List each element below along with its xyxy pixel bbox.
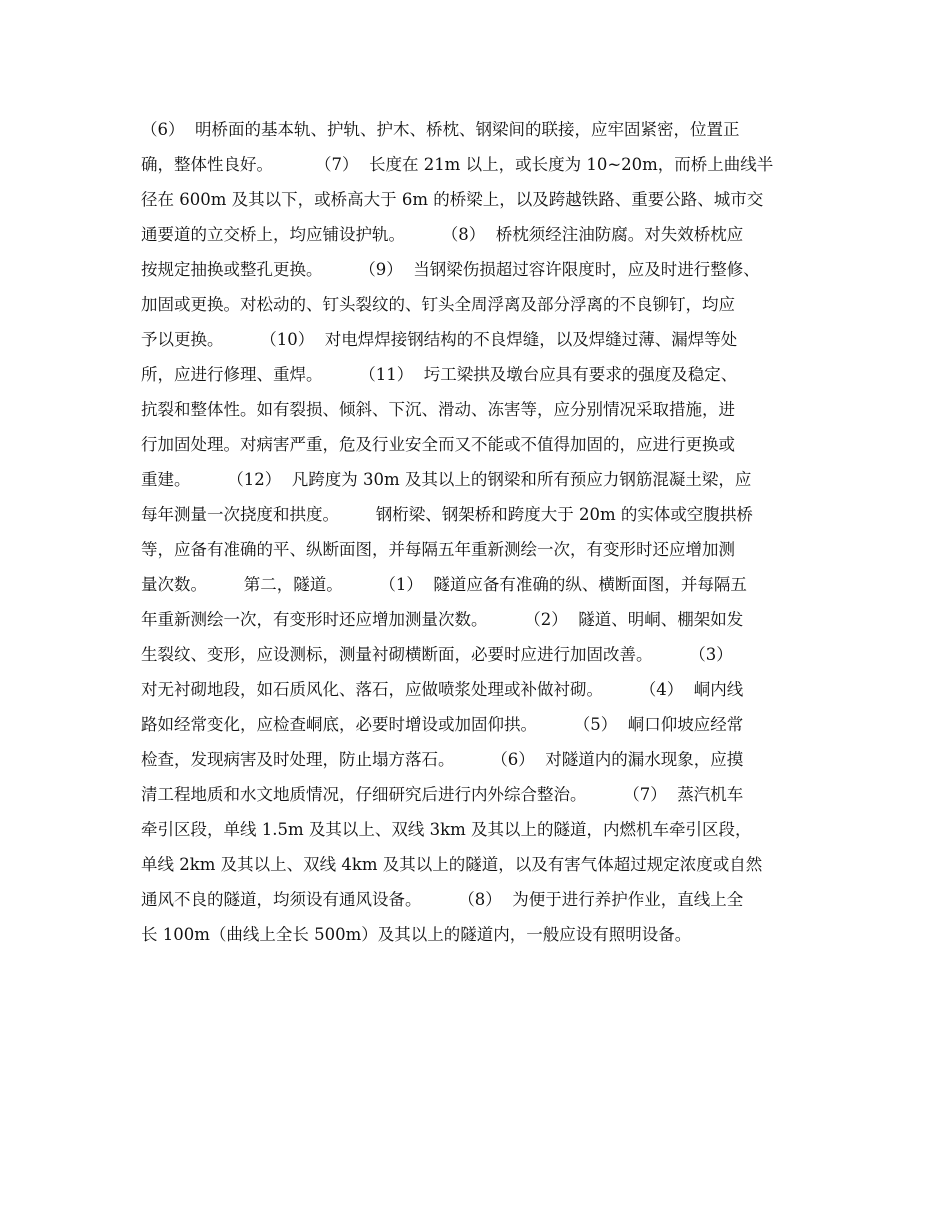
- text-line: （6） 明桥面的基本轨、护轨、护木、桥枕、钢梁间的联接，应牢固紧密，位置正: [141, 120, 740, 139]
- text-line: 等，应备有准确的平、纵断面图，并每隔五年重新测绘一次，有变形时还应增加测: [141, 540, 735, 559]
- text-line: 重建。 （12） 凡跨度为 30m 及其以上的钢梁和所有预应力钢筋混凝土梁，应: [141, 470, 752, 489]
- text-line: 加固或更换。对松动的、钉头裂纹的、钉头全周浮离及部分浮离的不良铆钉，均应: [141, 295, 735, 314]
- text-line: 路如经常变化，应检查峒底，必要时增设或加固仰拱。 （5） 峒口仰坡应经常: [141, 715, 744, 734]
- text-line: 行加固处理。对病害严重，危及行业安全而又不能或不值得加固的，应进行更换或: [141, 435, 735, 454]
- text-line: 通风不良的隧道，均须设有通风设备。 （8） 为便于进行养护作业，直线上全: [141, 890, 744, 909]
- text-line: 牵引区段，单线 1.5m 及其以上、双线 3km 及其以上的隧道，内燃机车牵引区段，: [141, 820, 752, 839]
- text-line: 长 100m（曲线上全长 500m）及其以上的隧道内，一般应设有照明设备。: [141, 925, 692, 944]
- text-line: 每年测量一次挠度和拱度。 钢桁梁、钢架桥和跨度大于 20m 的实体或空腹拱桥: [141, 505, 753, 524]
- text-line: 对无衬砌地段，如石质风化、落石，应做喷浆处理或补做衬砌。 （4） 峒内线: [141, 680, 744, 699]
- text-line: 通要道的立交桥上，均应铺设护轨。 （8） 桥枕须经注油防腐。对失效桥枕应: [141, 225, 744, 244]
- text-line: 所，应进行修理、重焊。 （11） 圬工梁拱及墩台应具有要求的强度及稳定、: [141, 365, 738, 384]
- text-line: 单线 2km 及其以上、双线 4km 及其以上的隧道，以及有害气体超过规定浓度或自然: [141, 855, 763, 874]
- text-line: 检查，发现病害及时处理，防止塌方落石。 （6） 对隧道内的漏水现象，应摸: [141, 750, 744, 769]
- text-line: 量次数。 第二，隧道。 （1） 隧道应备有准确的纵、横断面图，并每隔五: [141, 575, 747, 594]
- body-text: [141, 112, 831, 952]
- text-line: 径在 600m 及其以下，或桥高大于 6m 的桥梁上，以及跨越铁路、重要公路、城市交: [141, 190, 764, 209]
- text-line: 清工程地质和水文地质情况，仔细研究后进行内外综合整治。 （7） 蒸汽机车: [141, 785, 744, 804]
- text-line: 予以更换。 （10） 对电焊焊接钢结构的不良焊缝，以及焊缝过薄、漏焊等处: [141, 330, 738, 349]
- text-line: 按规定抽换或整孔更换。 （9） 当钢梁伤损超过容许限度时，应及时进行整修、: [141, 260, 760, 279]
- text-line: 年重新测绘一次，有变形时还应增加测量次数。 （2） 隧道、明峒、棚架如发: [141, 610, 744, 629]
- text-line: 生裂纹、变形，应设测标，测量衬砌横断面，必要时应进行加固改善。 （3）: [141, 645, 733, 664]
- text-line: 确，整体性良好。 （7） 长度在 21m 以上，或长度为 10~20m，而桥上曲线半: [141, 155, 774, 174]
- text-line: 抗裂和整体性。如有裂损、倾斜、下沉、滑动、冻害等，应分别情况采取措施，进: [141, 400, 735, 419]
